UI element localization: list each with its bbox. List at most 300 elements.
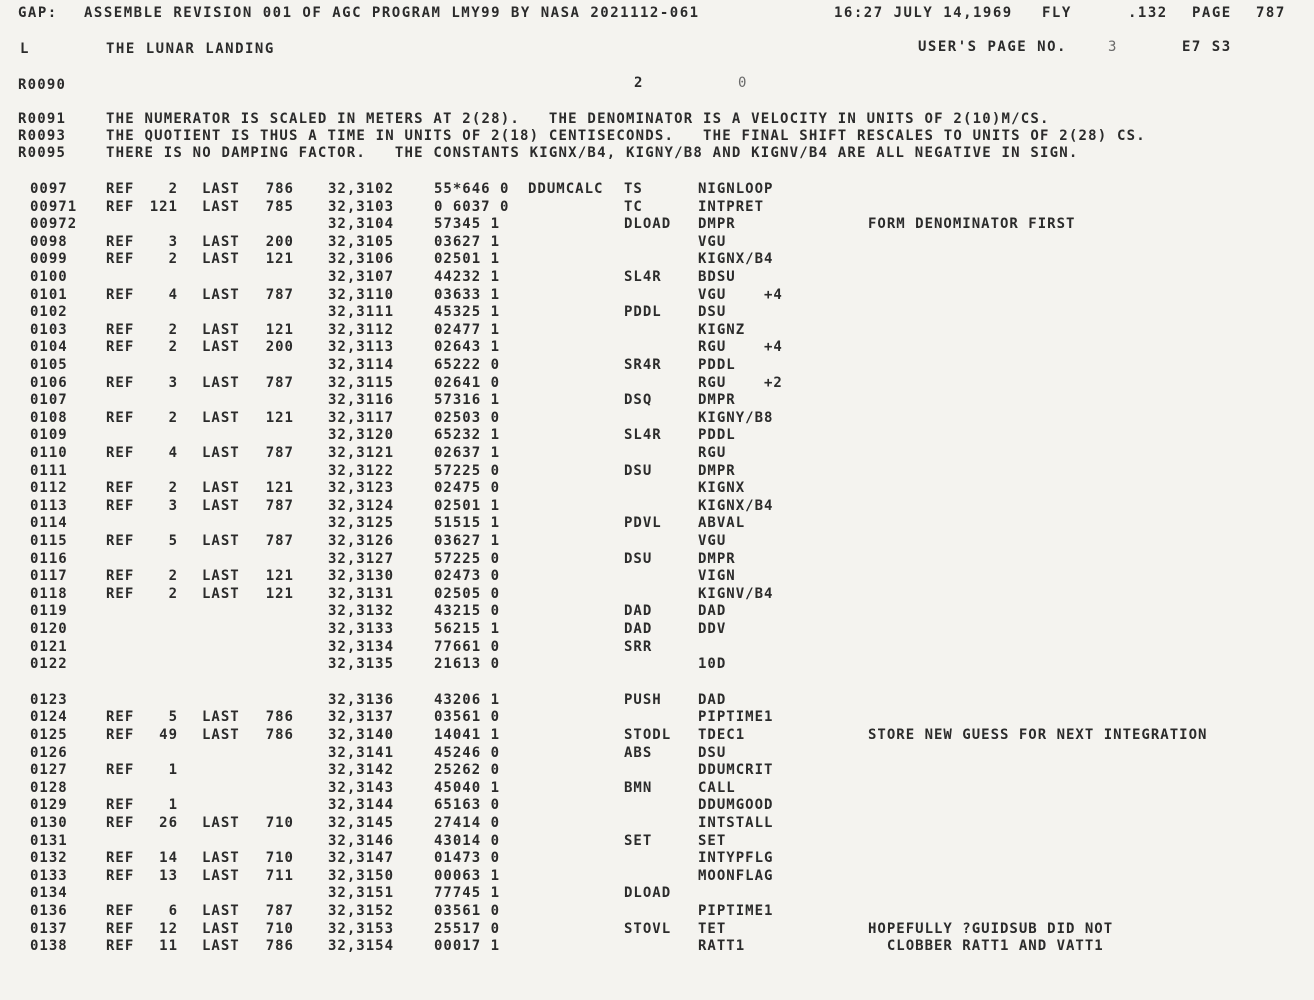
address: 32,3111 [328,304,395,321]
address: 32,3114 [328,357,395,373]
last-page: 787 [265,374,294,391]
octal-word: 27414 0 [434,815,501,831]
line-number: 0099 [30,251,68,268]
operand: INTPRET [698,198,765,215]
operand: DSU [698,304,727,321]
address: 32,3136 [328,691,395,708]
mode-label: FLY [1042,5,1072,21]
last-keyword: LAST [202,585,240,602]
operand: INTYPFLG [698,850,774,867]
last-page: 710 [265,920,294,937]
opcode: STODL [624,727,672,743]
line-number: 0121 [30,638,68,655]
last-page: 786 [265,938,294,955]
octal-word: 65232 1 [434,427,501,444]
opcode: PUSH [624,691,662,708]
line-number: 0126 [30,744,68,761]
operand: KIGNZ [698,321,746,338]
address: 32,3117 [328,409,395,426]
last-keyword: LAST [202,533,240,549]
ref-count: 2 [168,480,178,497]
ref-count: 2 [168,568,178,585]
line-number: 00972 [30,216,78,233]
last-keyword: LAST [202,709,240,726]
octal-word: 02505 0 [434,585,501,602]
operand: RATT1 [698,938,746,955]
page-number: 787 [1256,5,1286,21]
operand: TET [698,920,727,937]
address: 32,3134 [328,638,395,655]
ref-count: 4 [168,286,178,303]
line-number: 0116 [30,550,68,567]
ref-count: 4 [168,445,178,461]
ref-keyword: REF [106,497,135,514]
octal-word: 57225 0 [434,462,501,479]
address: 32,3120 [328,427,395,444]
line-number: 0108 [30,409,68,426]
ref-keyword: REF [106,480,135,497]
ref-keyword: REF [106,339,135,356]
last-keyword: LAST [202,409,240,426]
ref-keyword: REF [106,445,135,461]
address: 32,3145 [328,815,395,831]
address: 32,3140 [328,727,395,743]
octal-word: 45325 1 [434,304,501,321]
address: 32,3123 [328,480,395,497]
last-keyword: LAST [202,920,240,937]
octal-word: 02503 0 [434,409,501,426]
ref-keyword: REF [106,251,135,268]
operand: DMPR [698,216,736,233]
operand: DAD [698,603,727,620]
ref-count: 2 [168,321,178,338]
last-page: 787 [265,903,294,919]
address: 32,3147 [328,850,395,867]
address: 32,3146 [328,832,395,849]
operand: NIGNLOOP [698,181,774,197]
line-number: 0118 [30,585,68,602]
opcode: DAD [624,603,653,620]
last-page: 710 [265,815,294,831]
operand: DSU [698,744,727,761]
line-number: 0111 [30,462,68,479]
ref-keyword: REF [106,815,135,831]
line-number: 0119 [30,603,68,620]
address: 32,3107 [328,269,395,285]
ref-keyword: REF [106,286,135,303]
address: 32,3153 [328,920,395,937]
last-keyword: LAST [202,938,240,955]
last-keyword: LAST [202,374,240,391]
octal-word: 45040 1 [434,779,501,796]
comment: CLOBBER RATT1 AND VATT1 [868,938,1104,955]
octal-word: 02501 1 [434,497,501,514]
ref-keyword: REF [106,903,135,919]
remark-text: THERE IS NO DAMPING FACTOR. THE CONSTANTS KIGNX/B4, KIGNY/B8 AND KIGNV/B4 ARE ALL NEGATIVE IN SIGN. [106,145,1079,161]
operand: RGU +2 [698,374,783,391]
last-keyword: LAST [202,480,240,497]
operand: RGU +4 [698,339,783,356]
operand: DMPR [698,462,736,479]
octal-word: 57316 1 [434,392,501,409]
line-number: 0103 [30,321,68,338]
octal-word: 03633 1 [434,286,501,303]
octal-word: 43215 0 [434,603,501,620]
address: 32,3151 [328,885,395,902]
last-keyword: LAST [202,321,240,338]
opcode: TC [624,198,643,215]
line-number: R0090 [18,77,67,93]
opcode: PDDL [624,304,662,321]
address: 32,3104 [328,216,395,233]
ref-count: 121 [149,198,178,215]
address: 32,3150 [328,867,395,884]
last-keyword: LAST [202,339,240,356]
address: 32,3152 [328,903,395,919]
operand: PIPTIME1 [698,903,774,919]
ref-keyword: REF [106,867,135,884]
line-number: 0097 [30,181,68,197]
ref-count: 3 [168,233,178,250]
address: 32,3115 [328,374,395,391]
octal-word: 57345 1 [434,216,501,233]
line-number: 0131 [30,832,68,849]
ref-count: 1 [168,797,178,814]
opcode: SL4R [624,427,662,444]
octal-word: 03561 0 [434,709,501,726]
line-number: 0133 [30,867,68,884]
octal-word: 02501 1 [434,251,501,268]
line-number: 0124 [30,709,68,726]
address: 32,3132 [328,603,395,620]
octal-word: 02477 1 [434,321,501,338]
last-page: 787 [265,286,294,303]
ref-count: 3 [168,374,178,391]
last-page: 121 [265,585,294,602]
address: 32,3141 [328,744,395,761]
last-page: 786 [265,709,294,726]
last-keyword: LAST [202,445,240,461]
octal-word: 25517 0 [434,920,501,937]
ref-count: 26 [159,815,178,831]
operand: MOONFLAG [698,867,774,884]
opcode: ABS [624,744,653,761]
last-page: 785 [265,198,294,215]
last-page: 200 [265,233,294,250]
opcode: DSU [624,550,653,567]
ref-count: 14 [159,850,178,867]
line-number: 0112 [30,480,68,497]
operand: DAD [698,691,727,708]
ref-count: 5 [168,533,178,549]
ref-count: 49 [159,727,178,743]
octal-word: 44232 1 [434,269,501,285]
operand: DDUMCRIT [698,762,774,779]
opcode: BMN [624,779,653,796]
line-number: 0102 [30,304,68,321]
octal-word: 45246 0 [434,744,501,761]
last-page: 121 [265,409,294,426]
opcode: SET [624,832,653,849]
octal-word: 65163 0 [434,797,501,814]
octal-word: 14041 1 [434,727,501,743]
octal-word: 03627 1 [434,533,501,549]
ref-keyword: REF [106,709,135,726]
code-value: .132 [1128,5,1168,21]
last-page: 200 [265,339,294,356]
opcode: PDVL [624,515,662,532]
line-number: 0113 [30,497,68,514]
remark-text: THE QUOTIENT IS THUS A TIME IN UNITS OF 2(18) CENTISECONDS. THE FINAL SHIFT RESCALES TO UNITS OF 2(28) CS. [106,128,1146,144]
ref-keyword: REF [106,233,135,250]
line-number: 0129 [30,797,68,814]
ref-keyword: REF [106,533,135,549]
octal-word: 77661 0 [434,638,501,655]
ref-keyword: REF [106,938,135,955]
operand: DMPR [698,392,736,409]
ref-keyword: REF [106,585,135,602]
opcode: SL4R [624,269,662,285]
octal-word: 43014 0 [434,832,501,849]
operand: KIGNX [698,480,746,497]
opcode: DLOAD [624,885,672,902]
ref-keyword: REF [106,409,135,426]
operand: KIGNY/B8 [698,409,774,426]
operand: VGU +4 [698,286,783,303]
address: 32,3102 [328,181,395,197]
last-keyword: LAST [202,850,240,867]
page-label: PAGE [1192,5,1232,21]
last-keyword: LAST [202,727,240,743]
ref-count: 1 [168,762,178,779]
comment: FORM DENOMINATOR FIRST [868,216,1076,233]
ref-keyword: REF [106,920,135,937]
section-title: THE LUNAR LANDING [106,41,275,57]
address: 32,3125 [328,515,395,532]
address: 32,3110 [328,286,395,303]
address: 32,3122 [328,462,395,479]
operand: INTSTALL [698,815,774,831]
line-number: 0107 [30,392,68,409]
ref-count: 11 [159,938,178,955]
octal-word: 65222 0 [434,357,501,373]
operand: KIGNX/B4 [698,251,774,268]
last-page: 121 [265,568,294,585]
address: 32,3127 [328,550,395,567]
address: 32,3142 [328,762,395,779]
opcode: SRR [624,638,653,655]
last-page: 787 [265,533,294,549]
octal-word: 03561 0 [434,903,501,919]
octal-word: 51515 1 [434,515,501,532]
opcode: DSQ [624,392,653,409]
symbol-label: DDUMCALC [528,181,604,197]
address: 32,3106 [328,251,395,268]
line-number: 0127 [30,762,68,779]
opcode: STOVL [624,920,672,937]
address: 32,3105 [328,233,395,250]
ref-keyword: REF [106,727,135,743]
operand: PDDL [698,427,736,444]
address: 32,3135 [328,656,395,673]
ref-keyword: REF [106,374,135,391]
octal-word: 00017 1 [434,938,501,955]
octal-word: 21613 0 [434,656,501,673]
last-keyword: LAST [202,286,240,303]
last-keyword: LAST [202,251,240,268]
operand: SET [698,832,727,849]
octal-word: 02473 0 [434,568,501,585]
remark-line-number: R0091 [18,111,67,127]
address: 32,3124 [328,497,395,514]
last-keyword: LAST [202,867,240,884]
operand: TDEC1 [698,727,746,743]
octal-word: 57225 0 [434,550,501,567]
line-number: 0104 [30,339,68,356]
operand: KIGNV/B4 [698,585,774,602]
last-keyword: LAST [202,815,240,831]
line-number: 0130 [30,815,68,831]
operand: 10D [698,656,727,673]
address: 32,3144 [328,797,395,814]
last-page: 710 [265,850,294,867]
last-page: 121 [265,480,294,497]
operand: PDDL [698,357,736,373]
address: 32,3133 [328,621,395,637]
operand: BDSU [698,269,736,285]
address: 32,3143 [328,779,395,796]
ref-keyword: REF [106,568,135,585]
remark-line-number: R0095 [18,145,67,161]
comment: STORE NEW GUESS FOR NEXT INTEGRATION [868,727,1208,743]
remark-text: THE NUMERATOR IS SCALED IN METERS AT 2(28). THE DENOMINATOR IS A VELOCITY IN UNITS OF 2(10)M/CS. [106,111,1050,127]
line-number: 0114 [30,515,68,532]
line-number: 00971 [30,198,78,215]
octal-word: 02475 0 [434,480,501,497]
line-number: 0117 [30,568,68,585]
line-number: 0138 [30,938,68,955]
last-keyword: LAST [202,198,240,215]
opcode: TS [624,181,643,197]
octal-word: 77745 1 [434,885,501,902]
line-number: 0125 [30,727,68,743]
operand: VGU [698,533,727,549]
ref-count: 2 [168,251,178,268]
octal-word: 0 6037 0 [434,198,510,215]
line-number: 0136 [30,903,68,919]
remark-line-number: R0093 [18,128,67,144]
line-number: 0110 [30,445,68,461]
operand: DDV [698,621,727,637]
ref-keyword: REF [106,321,135,338]
operand: ABVAL [698,515,746,532]
address: 32,3116 [328,392,395,409]
operand: VIGN [698,568,736,585]
last-keyword: LAST [202,181,240,197]
operand: CALL [698,779,736,796]
assembly-title: ASSEMBLE REVISION 001 OF AGC PROGRAM LMY99 BY NASA 2021112-061 [84,5,700,21]
opcode: DLOAD [624,216,672,233]
last-keyword: LAST [202,497,240,514]
section-marker: L [20,41,30,57]
ref-count: 5 [168,709,178,726]
users-page-label: USER'S PAGE NO. [918,39,1067,55]
address: 32,3130 [328,568,395,585]
octal-word: 56215 1 [434,621,501,637]
opcode: DSU [624,462,653,479]
address: 32,3121 [328,445,395,461]
section-ref: E7 S3 [1182,39,1232,55]
ref-count: 12 [159,920,178,937]
operand: VGU [698,233,727,250]
octal-word: 02641 0 [434,374,501,391]
ref-count: 2 [168,585,178,602]
line-number: 0105 [30,357,68,373]
line-number: 0098 [30,233,68,250]
address: 32,3112 [328,321,395,338]
comment: HOPEFULLY ?GUIDSUB DID NOT [868,920,1114,937]
line-number: 0109 [30,427,68,444]
last-page: 121 [265,251,294,268]
ref-keyword: REF [106,762,135,779]
last-page: 787 [265,497,294,514]
line-number: 0100 [30,269,68,285]
line-number: 0106 [30,374,68,391]
octal-word: 02637 1 [434,445,501,461]
ref-count: 2 [168,409,178,426]
line-number: 0122 [30,656,68,673]
address: 32,3126 [328,533,395,549]
line-number: 0123 [30,691,68,708]
operand: PIPTIME1 [698,709,774,726]
last-keyword: LAST [202,903,240,919]
address: 32,3154 [328,938,395,955]
last-page: 787 [265,445,294,461]
line-number: 0134 [30,885,68,902]
octal-word: 55*646 0 [434,181,510,197]
operand: KIGNX/B4 [698,497,774,514]
ref-count: 2 [168,181,178,197]
address: 32,3113 [328,339,395,356]
ref-count: 13 [159,867,178,884]
octal-word: 43206 1 [434,691,501,708]
address: 32,3137 [328,709,395,726]
ref-keyword: REF [106,797,135,814]
operand: RGU [698,445,727,461]
line-number: 0120 [30,621,68,637]
ref-count: 6 [168,903,178,919]
ref-count: 2 [168,339,178,356]
ref-count: 3 [168,497,178,514]
users-page-number: 3 [1108,39,1118,55]
line-number: 0101 [30,286,68,303]
r0090-value-b: 0 [738,75,748,91]
octal-word: 01473 0 [434,850,501,867]
ref-keyword: REF [106,850,135,867]
operand: DMPR [698,550,736,567]
octal-word: 03627 1 [434,233,501,250]
last-keyword: LAST [202,233,240,250]
last-keyword: LAST [202,568,240,585]
line-number: 0132 [30,850,68,867]
last-page: 711 [265,867,294,884]
ref-keyword: REF [106,198,135,215]
octal-word: 02643 1 [434,339,501,356]
last-page: 786 [265,727,294,743]
print-timestamp: 16:27 JULY 14,1969 [834,5,1013,21]
line-number: 0115 [30,533,68,549]
last-page: 786 [265,181,294,197]
